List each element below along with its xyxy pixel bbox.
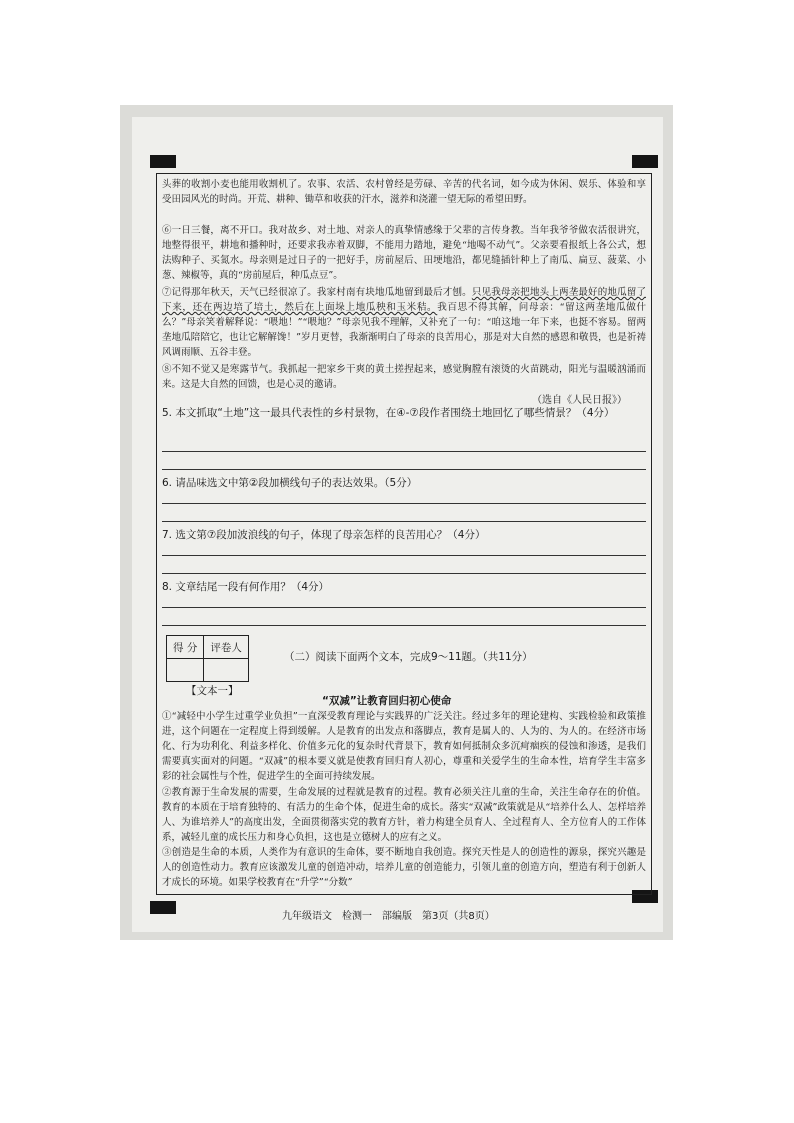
answer-line	[162, 607, 646, 608]
score-cell[interactable]	[167, 659, 204, 682]
question-6: 6. 请品味选文中第②段加横线句子的表达效果。（5分）	[162, 477, 418, 489]
answer-line	[162, 555, 646, 556]
passage-paragraph-6: ⑥一日三餐，离不开口。我对故乡、对土地、对亲人的真挚情感缘于父辈的言传身教。当年我爷爷做农活很讲究，地整得很平，耕地和播种时，还要求我赤着双脚，不能用力踏地，避免“地喝不动气”。父亲要看报纸上各公式，想法购种子、买氮水。母亲则是过日子的一把好手，房前屋后、田埂地沿，都见缝插针种上了南瓜、扁豆、菠菜、小葱、辣椒等，真的“房前屋后，种瓜点豆”。	[162, 225, 646, 281]
registration-mark-bottom-left	[150, 901, 176, 914]
answer-line	[162, 625, 646, 626]
registration-mark-top-left	[150, 155, 176, 168]
exam-paper	[132, 117, 663, 932]
passage-paragraph-8: ⑧不知不觉又是寒露节气。我抓起一把家乡干爽的黄土搓捏起来，感觉胸膛有滚烫的火苗跳动，阳光与温暖汹涌而来。这是大自然的回馈，也是心灵的邀请。	[162, 364, 646, 390]
article-paragraph-1: ①“减轻中小学生过重学业负担”一直深受教育理论与实践界的广泛关注。经过多年的理论建构、实践检验和政策推进，这个问题在一定程度上得到缓解。人是教育的出发点和落脚点，教育是属人的、人为的、为人的。在经济市场化、行为功利化、利益多样化、价值多元化的复杂时代背景下，教育如何抵制众多沉疴痼疾的侵蚀和渗透，是我们需要真实面对的问题。“双减”的根本要义就是使教育回归育人初心，尊重和关爱学生的生命本性，培育学生丰富多彩的社会属性与个性，促进学生的全面可持续发展。	[162, 711, 646, 782]
question-8: 8. 文章结尾一段有何作用？（4分）	[162, 581, 330, 593]
grader-cell[interactable]	[204, 659, 249, 682]
score-table	[166, 635, 249, 682]
article-paragraph-3: ③创造是生命的本质，人类作为有意识的生命体，要不断地自我创造。探究天性是人的创造性的源泉，探究兴趣是人的创造性动力。教育应该激发儿童的创造冲动，培养儿童的创造能力，引领儿童的创造方向，塑造有利于创新人才成长的环境。如果学校教育在“升学”“分数”	[162, 847, 646, 888]
scanned-photo	[120, 105, 673, 940]
score-label: 得 分	[167, 636, 204, 659]
passage-source: （选自《人民日报》）	[532, 395, 627, 406]
registration-mark-top-right	[632, 155, 658, 168]
question-7: 7. 选文第⑦段加波浪线的句子，体现了母亲怎样的良苦用心？（4分）	[162, 529, 486, 541]
article-title: “双减”让教育回归初心使命	[322, 695, 452, 707]
passage-paragraph-top: 头葬的收割小麦也能用收割机了。农事、农活、农村曾经是劳碌、辛苦的代名词，如今成为休闲、娱乐、体验和享受田园风光的时尚。开荒、耕种、锄草和收获的汗水，滋养和浇灌一望无际的希望田野。	[162, 179, 646, 205]
passage-paragraph-7: ⑦记得那年秋天，天气已经很凉了。我家村南有块地瓜地留到最后才刨。只见我母亲把地头上两垄最好的地瓜留了下来，还在两边培了培土，然后在上面垛上地瓜秧和玉米秸。我百思不得其解，问母亲：“留这两垄地瓜做什么？”母亲笑着解释说：“喂地！”“喂地？”母亲见我不理解，又补充了一句：“咱这地一年下来，也挺不容易。留两垄地瓜陪陪它，也让它解解馋！”岁月更替，我渐渐明白了母亲的良苦用心，那是对大自然的感恩和敬畏，也是祈祷风调雨顺、五谷丰登。	[162, 287, 646, 358]
answer-line	[162, 503, 646, 504]
question-5: 5. 本文抓取“土地”这一最具代表性的乡村景物，在④-⑦段作者围绕土地回忆了哪些情景？（4分）	[162, 407, 615, 419]
answer-line	[162, 521, 646, 522]
text1-label: 【文本一】	[186, 685, 239, 697]
wavy-underlined-sentence: 只见我母亲把地头上两垄最好的地瓜留了下来，还在两边培了培土，然后在上面垛上地瓜秧和玉米秸。	[162, 287, 646, 313]
grader-label: 评卷人	[204, 636, 249, 659]
answer-line	[162, 573, 646, 574]
section2-instruction: （二）阅读下面两个文本，完成9～11题。（共11分）	[284, 651, 533, 663]
answer-line	[162, 469, 646, 470]
answer-line	[162, 451, 646, 452]
article-paragraph-2: ②教育源于生命发展的需要，生命发展的过程就是教育的过程。教育必须关注儿童的生命，关注生命存在的价值。教育的本质在于培育独特的、有活力的生命个体，促进生命的成长。落实“双减”政策就是从“培养什么人、怎样培养人、为谁培养人”的高度出发，全面贯彻落实党的教育方针，着力构建全员育人、全过程育人、全方位育人的工作体系，减轻儿童的成长压力和身心负担，这也是立德树人的应有之义。	[162, 787, 646, 843]
page-footer: 九年级语文 检测一 部编版 第3页（共8页）	[282, 911, 495, 922]
